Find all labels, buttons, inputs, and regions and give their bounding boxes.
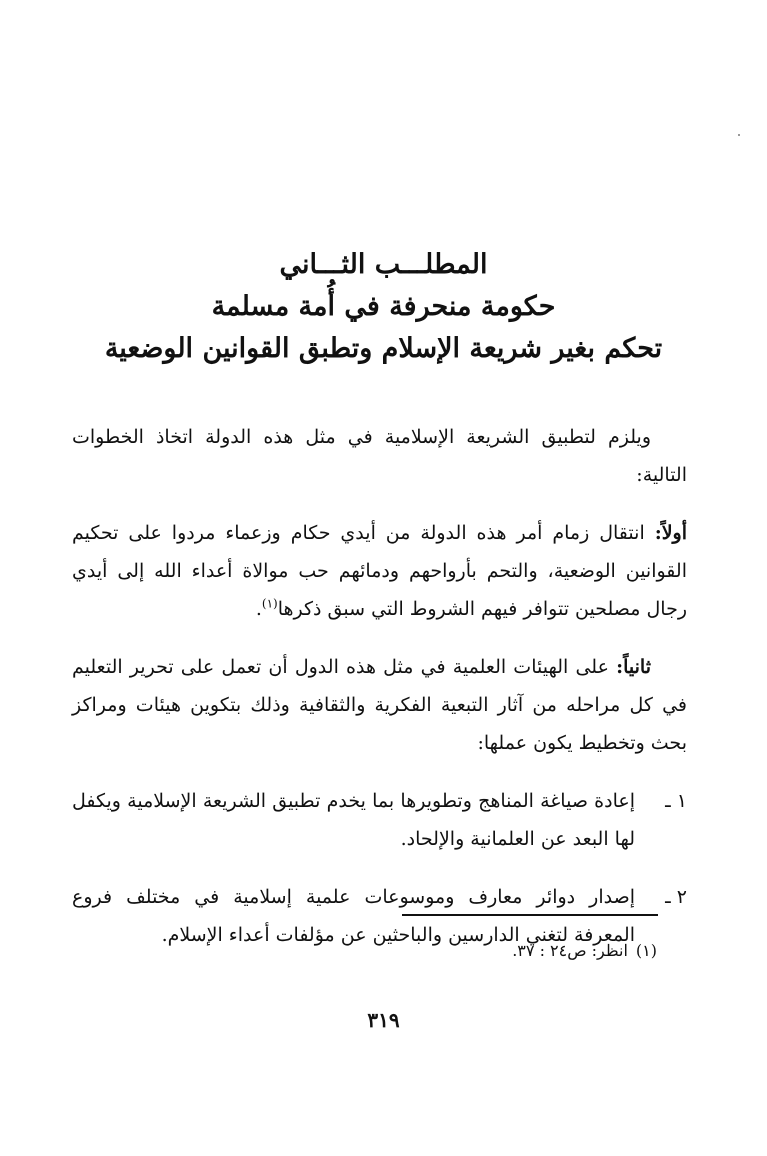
footnote-text: انظر: ص٢٤ : ٣٧. <box>512 941 628 960</box>
body-text <box>72 418 687 974</box>
footnote-divider <box>402 914 658 916</box>
footnote <box>512 941 657 960</box>
list-item-number: ١ ـ <box>665 790 687 812</box>
section-title: المطلـــب الثـــاني <box>279 249 488 280</box>
list-item <box>72 782 687 858</box>
second-text: على الهيئات العلمية في مثل هذه الدول أن تعمل على تحرير التعليم في كل مراحله من آثار التبعية الفكرية والثقافية وذلك بتكوين هيئات ومراكز بحث وتخطيط يكون عملها: <box>72 656 687 754</box>
intro-paragraph: ويلزم لتطبيق الشريعة الإسلامية في مثل هذه الدولة اتخاذ الخطوات التالية: <box>72 426 687 486</box>
footnote-mark: (١) <box>635 941 657 960</box>
first-lead: أولاً: <box>654 522 687 544</box>
first-text: انتقال زمام أمر هذه الدولة من أيدي حكام وزعماء مردوا على تحكيم القوانين الوضعية، والتحم بأرواحهم ودمائهم حب موالاة أعداء الله إلى أيدي رجال مصلحين تتوافر فيهم الشروط التي سبق ذكرها <box>72 522 687 620</box>
second-lead: ثانياً: <box>616 656 651 678</box>
list-item-number: ٢ ـ <box>665 886 687 908</box>
first-end: . <box>255 598 262 620</box>
section-headings <box>80 244 687 370</box>
section-subtitle-2: تحكم بغير شريعة الإسلام وتطبق القوانين الوضعية <box>104 333 663 364</box>
list-item-text: إصدار دوائر معارف وموسوعات علمية إسلامية في مختلف فروع المعرفة لتغني الدارسين والباحثين عن مؤلفات أعداء الإسلام. <box>72 886 635 946</box>
second-paragraph <box>72 648 687 762</box>
first-paragraph <box>72 514 687 628</box>
stray-dot <box>738 134 740 136</box>
list-item-text: إعادة صياغة المناهج وتطويرها بما يخدم تطبيق الشريعة الإسلامية ويكفل لها البعد عن العلمانية والإلحاد. <box>72 790 635 850</box>
section-subtitle: حكومة منحرفة في أُمة مسلمة <box>211 291 556 322</box>
page-number: ٣١٩ <box>367 1008 400 1032</box>
footnote-ref[interactable]: (١) <box>261 596 278 611</box>
